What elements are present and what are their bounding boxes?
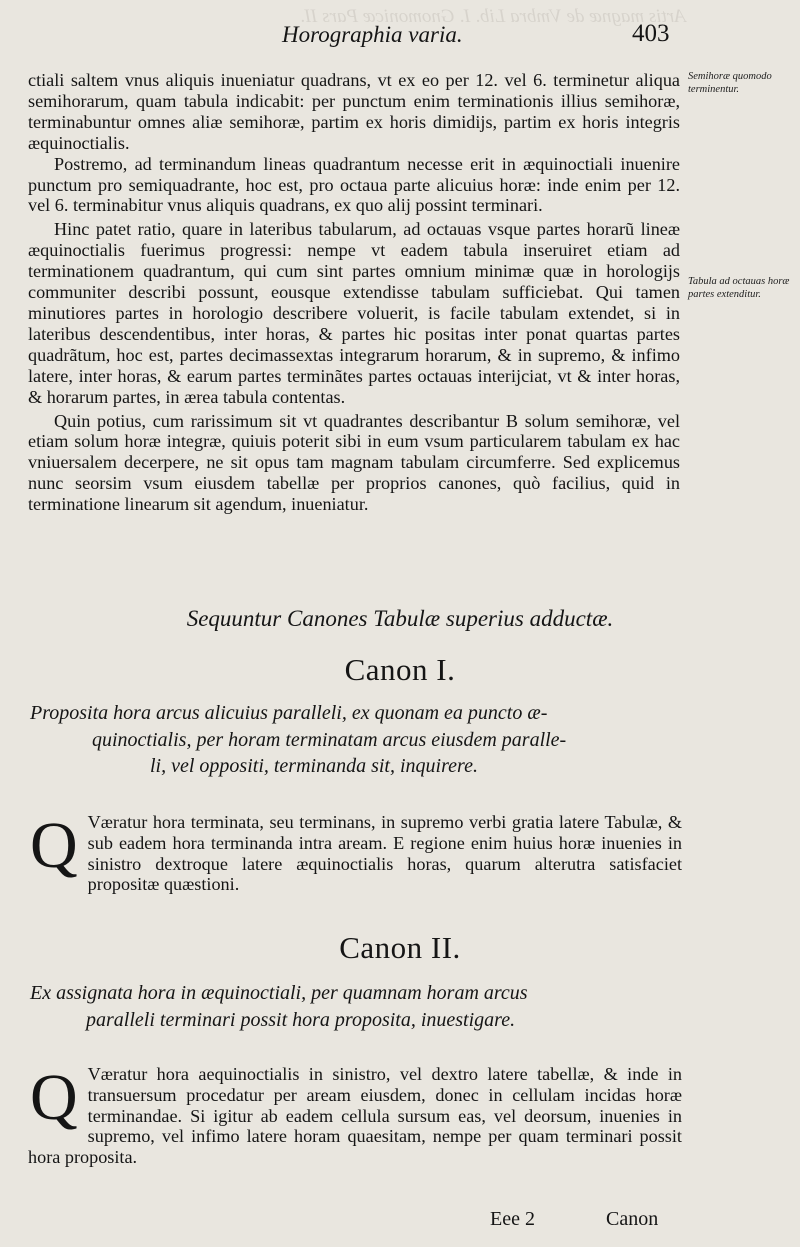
margin-note-tabula: Tabula ad octauas horæ partes extenditur. bbox=[688, 276, 790, 300]
canon-text bbox=[28, 1061, 682, 1168]
proposition-line: li, vel oppositi, terminanda sit, inquirere. bbox=[150, 755, 478, 777]
paragraph: Quin potius, cum rarissimum sit vt quadrantes describantur B solum semihoræ, vel etiam solum horæ integræ, quiuis poterit sibi in eum vsum particularem tabulam ex hac vniuersalem decerpere, ne sit opus tam magnam tabulam circumferre. Sed explicemus nunc seorsim vsum eiusdem tabellæ per proprios canones, quò facilius, quid in terminatione linearum sit agendum, inueniatur. bbox=[28, 410, 680, 515]
section-heading: Sequuntur Canones Tabulæ superius adductæ. bbox=[186, 606, 614, 631]
running-title: Horographia varia. bbox=[282, 22, 463, 47]
proposition-line: Proposita hora arcus alicuius paralleli, ex quonam ea puncto æ- bbox=[30, 702, 548, 724]
canon-title: Canon I. bbox=[344, 652, 456, 687]
canon-body: Væratur hora aequinoctialis in sinistro, vel dextro latere tabellæ, & inde in transuersum procedatur per aream eiusdem, donec in cellulam incidas horæ terminandae. Si igitur ab eadem cellula sursum eas, vel deorsum, inuenies in supremo, vel infimo latere horam quaesitam, nempe per quam terminari possit hora proposita. bbox=[28, 1064, 682, 1168]
canon-body: Væratur hora terminata, seu terminans, in supremo verbi gratia latere Tabulæ, & sub eadem hora terminanda intra aream. E regione enim huius horæ inuenies in sinistro dextroque latere æquinoctialis horas, quarum alterutra satisfaciet propositæ quæstioni. bbox=[87, 812, 682, 895]
canon-proposition bbox=[30, 700, 660, 780]
paragraph: ctiali saltem vnus aliquis inueniatur quadrans, vt ex eo per 12. vel 6. terminetur aliqua semihorarum, quam tabula indicabit: per punctum enim terminationis illius semihoræ, terminabuntur omnes aliæ semihoræ, partim ex horis dimidijs, partim ex horis integris æquinoctialis. bbox=[28, 70, 680, 153]
canon-proposition bbox=[30, 980, 660, 1033]
page-number: 403 bbox=[632, 20, 670, 47]
catchword: Canon bbox=[606, 1208, 659, 1230]
paragraph: Postremo, ad terminandum lineas quadrantum necesse erit in æquinoctiali inuenire punctum pro semiquadrante, hoc est, pro octaua parte alicuius horæ: inde enim per 12. vel 6. terminabitur vnus aliquis quadrans, ex quo alij possint terminari. bbox=[28, 153, 680, 216]
paragraph: Hinc patet ratio, quare in lateribus tabularum, ad octauas vsque partes horarũ lineæ æquinoctialis fuerimus progressi: nempe vt eadem tabula inseruiret etiam ad terminationem quadrantum, qui cum sint partes omnium minimæ quæ in horologijs communiter describi possunt, eousque extendisse tabulam sufficiebat. Qui tamen minutiores partes in horologio describere voluerit, is facile tabulam extendet, si in lateribus descendentibus, inter horas, & partes hic positas inter ponat quartas partes quadrãtum, hoc est, partes decimassextas integrarum horarum, & in supremo, & infimo latere, inter horas, & earum partes terminãtes partes octauas interijciat, vt & inter horas, & horarum partes, in ærea tabula contentas. bbox=[28, 219, 680, 407]
proposition-line: paralleli terminari possit hora proposita, inuestigare. bbox=[86, 1008, 516, 1031]
canon-text bbox=[28, 809, 682, 895]
drop-cap: Q bbox=[30, 1061, 78, 1134]
bleed-through-header: Artis magnæ de Vmbra Lib. I. Gnomonicæ Pars II. bbox=[300, 6, 686, 27]
margin-note-semihorae: Semihoræ quomodo terminentur. bbox=[688, 71, 772, 95]
proposition-line: quinoctialis, per horam terminatam arcus eiusdem paralle- bbox=[92, 728, 567, 751]
signature-mark: Eee 2 bbox=[490, 1208, 535, 1230]
body-paragraphs bbox=[28, 70, 680, 515]
drop-cap: Q bbox=[30, 809, 78, 882]
proposition-line: Ex assignata hora in æquinoctiali, per quamnam horam arcus bbox=[30, 982, 528, 1004]
canon-title: Canon II. bbox=[339, 930, 461, 965]
